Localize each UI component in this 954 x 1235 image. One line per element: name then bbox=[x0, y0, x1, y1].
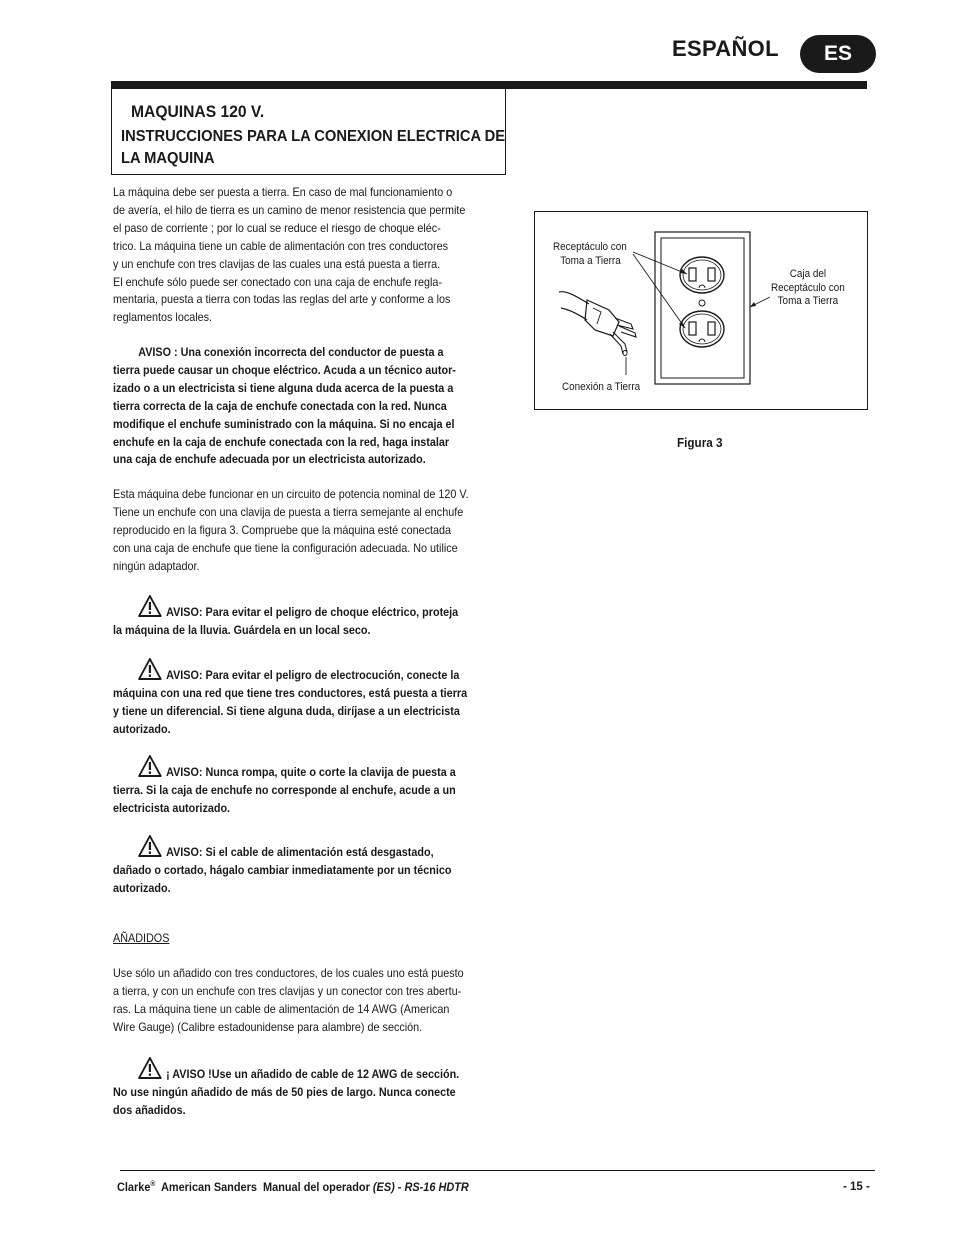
warning-rain: AVISO: Para evitar el peligro de choque eléctrico, proteja la máquina de la lluvia. Guárdela en un local seco. bbox=[113, 594, 509, 640]
footer-company: American Sanders bbox=[160, 1181, 257, 1194]
language-label: ESPAÑOL bbox=[672, 36, 779, 61]
plug-drawing bbox=[559, 292, 636, 356]
outlet-box-outer bbox=[655, 232, 750, 384]
label-receptacle: Receptáculo con Toma a Tierra bbox=[553, 241, 627, 267]
footer-manual: Manual del operador bbox=[263, 1181, 370, 1194]
warning-electrocution: AVISO: Para evitar el peligro de electrocución, conecte la máquina con una red que tiene tres conductores, está puesta a tierra y tiene un diferencial. Si tiene alguna duda, diríjase a un electricista autorizado. bbox=[113, 657, 509, 739]
footer-rule bbox=[120, 1170, 875, 1171]
outlet-box-inner bbox=[661, 238, 744, 378]
label-ground-connection: Conexión a Tierra bbox=[562, 381, 641, 393]
circuit-paragraph: Esta máquina debe funcionar en un circuito de potencia nominal de 120 V. Tiene un enchufe con una clavija de puesta a tierra semejante al enchufe reproducido en la figura 3. Compruebe que la máquina esté conectada con una caja de enchufe que tiene la configuración adecuada. No utilice ningún adaptador. bbox=[113, 487, 469, 573]
warning-triangle-icon bbox=[137, 754, 162, 778]
warning-plug: AVISO: Nunca rompa, quite o corte la clavija de puesta a tierra. Si la caja de enchufe no corresponde al enchufe, acude a un electricista autorizado. bbox=[113, 754, 509, 818]
language-badge: ES bbox=[800, 35, 876, 73]
warning-cable: AVISO: Si el cable de alimentación está desgastado, dañado o cortado, hágalo cambiar inmediatamente por un técnico autorizado. bbox=[113, 834, 509, 898]
footer-text: Clarke® American Sanders Manual del operador (ES) - RS-16 HDTR bbox=[117, 1181, 469, 1194]
extension-paragraph: Use sólo un añadido con tres conductores, de los cuales uno está puesto a tierra, y con un enchufe con tres clavijas y un conector con tres abertu- ras. La máquina tiene un cable de alimentación de 14 AWG (American Wire Gauge) (Calibre estadounidense para alambre) de sección. bbox=[113, 966, 464, 1034]
page-number: - 15 - bbox=[843, 1181, 870, 1193]
footer-brand: Clarke bbox=[117, 1181, 151, 1194]
section-heading-anadidos: AÑADIDOS bbox=[113, 931, 170, 945]
warning-triangle-icon bbox=[137, 594, 162, 618]
page-subtitle: INSTRUCCIONES PARA LA CONEXION ELECTRICA DE LA MAQUINA bbox=[121, 128, 506, 167]
intro-paragraph: La máquina debe ser puesta a tierra. En caso de mal funcionamiento o de avería, el hilo de tierra es un camino de menor resistencia que permite el paso de corriente ; por lo cual se reduce el riesgo de choque eléc- trico. La máquina tiene un cable de alimentación con tres conductores y un enchufe con tres clavijas de las cuales una está puesta a tierra. El enchufe sólo puede ser conectado con una caja de enchufe regla- mentaria, puesta a tierra con todas las reglas del arte y conforme a los reglamentos locales. bbox=[113, 185, 466, 325]
warning-triangle-icon bbox=[137, 1056, 162, 1080]
warning-triangle-icon bbox=[137, 834, 162, 858]
warning-triangle-icon bbox=[137, 657, 162, 681]
warning-extension: ¡ AVISO !Use un añadido de cable de 12 AWG de sección. No use ningún añadido de más de 50 pies de largo. Nunca conecte dos añadidos. bbox=[113, 1056, 509, 1120]
label-outlet-box: Caja del Receptáculo con Toma a Tierra bbox=[771, 268, 845, 307]
header-rule bbox=[111, 81, 867, 89]
page-title: MAQUINAS 120 V. bbox=[131, 102, 265, 121]
aviso-grounding: AVISO : Una conexión incorrecta del conductor de puesta a tierra puede causar un choque eléctrico. Acuda a un técnico autor- izado o a un electricista si tiene alguna duda acerca de la puesta a tierra correcta de la caja de enchufe conectada con la red. Nunca modifique el enchufe suministrado con la máquina. Si no encaja el enchufe en la caja de enchufe conectada con la red, haga instalar una caja de enchufe adecuada por un electricista autorizado. bbox=[113, 345, 456, 467]
footer-model: (ES) - RS-16 HDTR bbox=[372, 1181, 469, 1194]
figure-caption: Figura 3 bbox=[677, 435, 723, 450]
